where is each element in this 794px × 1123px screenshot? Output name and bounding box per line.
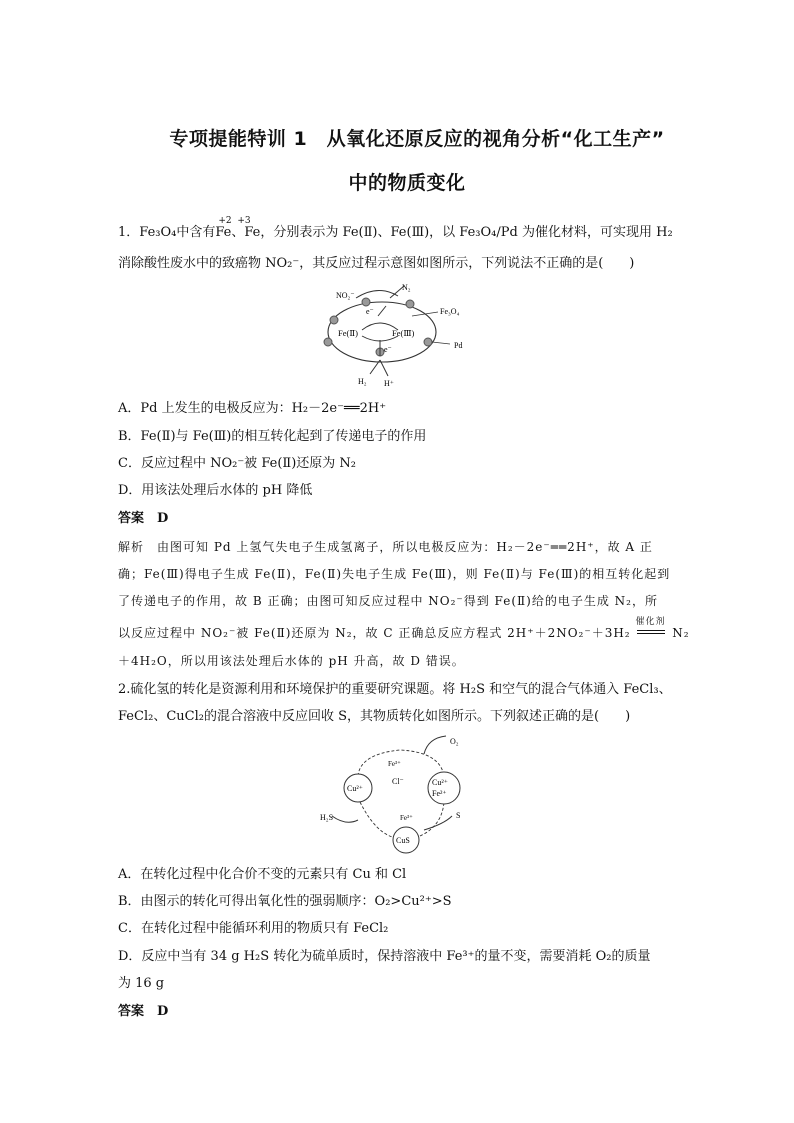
- label-fe2: Fe(Ⅱ): [338, 328, 358, 338]
- ox-3: +3: [237, 216, 251, 226]
- pd-ball: [424, 338, 432, 346]
- e-arrow-top: [378, 306, 386, 316]
- label-hplus: H⁺: [384, 379, 394, 388]
- q1-option-a: A．Pd 上发生的电极反应为：H₂－2e⁻══2H⁺: [118, 401, 387, 416]
- q1-reaction-diagram: [300, 280, 500, 392]
- q1-stem-text-a: 1．Fe₃O₄中含有: [118, 225, 216, 240]
- catalyst-condition: [635, 617, 667, 642]
- catalyst-ball: [362, 298, 370, 306]
- page-subtitle: 中的物质变化: [348, 172, 466, 194]
- analysis-equation-left: 以反应过程中 NO₂⁻被 Fe(Ⅱ)还原为 N₂，故 C 正确总反应方程式 2H⁺＋2NO₂⁻＋3H₂: [118, 626, 631, 640]
- dashed-arc-right: [420, 802, 444, 836]
- label-h2: H₂: [358, 377, 367, 386]
- label-fe3-top: Fe³⁺: [388, 760, 401, 768]
- q1-stem-line1: [118, 216, 678, 242]
- q1-stem-line2: 消除酸性废水中的致癌物 NO₂⁻，其反应过程示意图如图所示，下列说法不正确的是( ): [118, 256, 635, 271]
- q1-analysis-line4: [118, 617, 690, 642]
- label-e-bottom: e⁻: [384, 345, 392, 354]
- dashed-arc-top: [358, 750, 444, 776]
- q2-answer: 答案 D: [118, 1004, 169, 1019]
- q1-fe-text: Fe、Fe: [215, 225, 261, 240]
- q1-option-c: C．反应过程中 NO₂⁻被 Fe(Ⅱ)还原为 N₂: [118, 456, 357, 471]
- label-no2: NO₂⁻: [336, 291, 355, 300]
- label-cu2-left: Cu²⁺: [347, 784, 363, 793]
- label-o2: O₂: [450, 737, 459, 746]
- q1-option-b: B．Fe(Ⅱ)与 Fe(Ⅲ)的相互转化起到了传递电子的作用: [118, 429, 427, 444]
- label-cl: Cl⁻: [392, 777, 404, 786]
- q1-option-d: D．用该法处理后水体的 pH 降低: [118, 483, 313, 498]
- page-title: 专项提能特训 1 从氧化还原反应的视角分析“化工生产”: [169, 128, 665, 150]
- q2-option-d-line1: D．反应中当有 34 g H₂S 转化为硫单质时，保持溶液中 Fe³⁺的量不变，需要消耗 O₂的质量: [118, 949, 651, 964]
- analysis-equation-right: N₂: [672, 626, 690, 640]
- catalyst-ball: [324, 338, 332, 346]
- q1-stem-text-b: ，分别表示为 Fe(Ⅱ)、Fe(Ⅲ)，以 Fe₃O₄/Pd 为催化材料，可实现用 H₂: [260, 225, 673, 240]
- dashed-arc-left: [360, 802, 396, 838]
- q1-analysis-line3: 了传递电子的作用，故 B 正确；由图可知反应过程中 NO₂⁻得到 Fe(Ⅱ)给的电子生成 N₂，所: [118, 594, 658, 608]
- fe3o4-leader: [412, 312, 438, 316]
- catalyst-ball: [406, 300, 414, 308]
- label-fe3o4: Fe₃O₄: [440, 307, 460, 316]
- q2-option-d-line2: 为 16 g: [118, 976, 165, 991]
- label-cus: CuS: [396, 836, 410, 845]
- q2-stem-line1: 2.硫化氢的转化是资源利用和环境保护的重要研究课题。将 H₂S 和空气的混合气体通入 FeCl₃、: [118, 682, 672, 697]
- label-fe3: Fe(Ⅲ): [392, 328, 415, 338]
- q2-option-c: C．在转化过程中能循环利用的物质只有 FeCl₂: [118, 921, 389, 936]
- label-s: S: [456, 811, 461, 820]
- label-fe2-right: Fe²⁺: [432, 789, 447, 798]
- q1-answer: 答案 D: [118, 511, 169, 526]
- h2s-arrow: [332, 816, 358, 822]
- label-fe3-bottom: Fe³⁺: [400, 814, 413, 822]
- ox-2: +2: [218, 216, 232, 226]
- label-cu2-right: Cu²⁺: [432, 778, 448, 787]
- q2-option-b: B．由图示的转化可得出氧化性的强弱顺序：O₂>Cu²⁺>S: [118, 894, 452, 909]
- q1-analysis-line2: 确；Fe(Ⅲ)得电子生成 Fe(Ⅱ)，Fe(Ⅱ)失电子生成 Fe(Ⅲ)，则 Fe(Ⅱ)与 Fe(Ⅲ)的相互转化起到: [118, 567, 671, 581]
- o2-arrow: [424, 736, 446, 754]
- q1-fe-oxidation: [215, 216, 261, 242]
- label-h2s: H₂S: [320, 813, 334, 822]
- q1-analysis-line5: ＋4H₂O，所以用该法处理后水体的 pH 升高，故 D 错误。: [118, 654, 465, 668]
- label-e-top: e⁻: [366, 307, 374, 316]
- q2-conversion-diagram: [320, 730, 480, 858]
- label-n2: N₂: [402, 283, 411, 292]
- s-arrow: [424, 816, 452, 830]
- q1-analysis-line1: 解析 由图可知 Pd 上氢气失电子生成氢离子，所以电极反应为：H₂－2e⁻══2H⁺，故 A 正: [118, 540, 653, 554]
- q2-option-a: A．在转化过程中化合价不变的元素只有 Cu 和 Cl: [118, 867, 407, 882]
- pd-leader: [432, 342, 450, 344]
- label-pd: Pd: [454, 341, 463, 350]
- cu2-fe2-circle: [428, 772, 460, 804]
- q2-stem-line2: FeCl₂、CuCl₂的混合溶液中反应回收 S，其物质转化如图所示。下列叙述正确的是( ): [118, 709, 631, 724]
- ox-states: [218, 212, 250, 230]
- catalyst-ball: [330, 316, 338, 324]
- catalyst-label: 催化剂: [635, 617, 666, 627]
